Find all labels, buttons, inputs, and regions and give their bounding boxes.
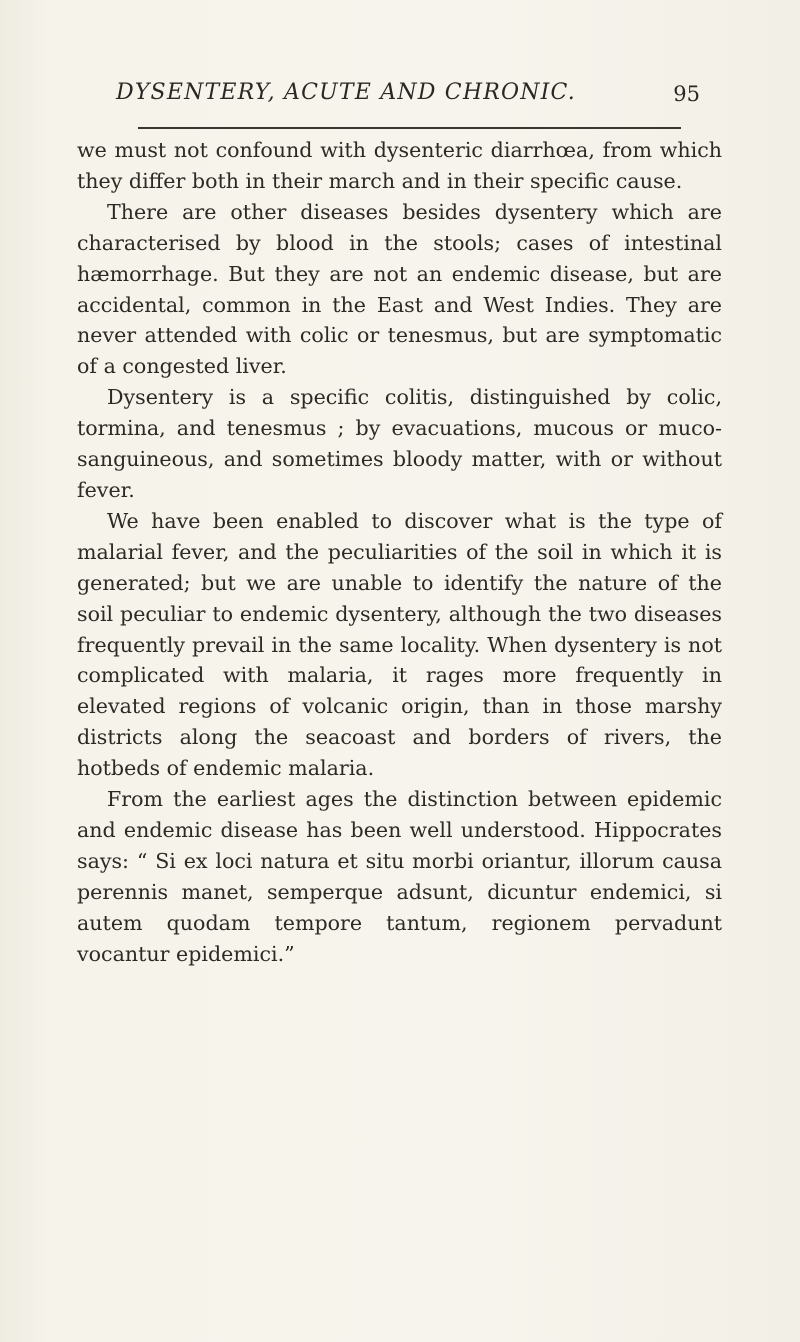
paragraph-5: From the earliest ages the distinction between epidemic and endemic disease has been well understood. Hippocrates says: “ Si ex loci natura et situ morbi oriantur, illorum causa perennis manet, semperque adsunt, dicuntur endemici, si autem quodam tempore tantum, regionem pervadunt vocantur epidemici.” <box>77 787 722 966</box>
page-number: 95 <box>673 82 700 106</box>
paragraph-1: we must not confound with dysenteric diarrhœa, from which they differ both in their march and in their specific cause. <box>77 138 722 193</box>
header-rule <box>138 127 681 129</box>
page-header <box>110 78 700 118</box>
paragraph-3: Dysentery is a specific colitis, distinguished by colic, tormina, and tenesmus ; by evacuations, mucous or muco-sanguineous, and sometimes bloody matter, with or without fever. <box>77 385 722 502</box>
paragraph-2: There are other diseases besides dysentery which are characterised by blood in the stools; cases of intestinal hæmorrhage. But they are not an endemic disease, but are accidental, common in the East and West Indies. They are never attended with colic or tenesmus, but are symptomatic of a congested liver. <box>77 199 722 379</box>
running-title: DYSENTERY, ACUTE AND CHRONIC. <box>116 80 576 105</box>
body-text <box>77 135 722 969</box>
paragraph-4: We have been enabled to discover what is the type of malarial fever, and the peculiarities of the soil in which it is generated; but we are unable to identify the nature of the soil peculiar to endemic dysentery, although the two diseases frequently prevail in the same locality. When dysentery is not complicated with malaria, it rages more frequently in elevated regions of volcanic origin, than in those marshy districts along the seacoast and borders of rivers, the hotbeds of endemic malaria. <box>77 508 722 781</box>
